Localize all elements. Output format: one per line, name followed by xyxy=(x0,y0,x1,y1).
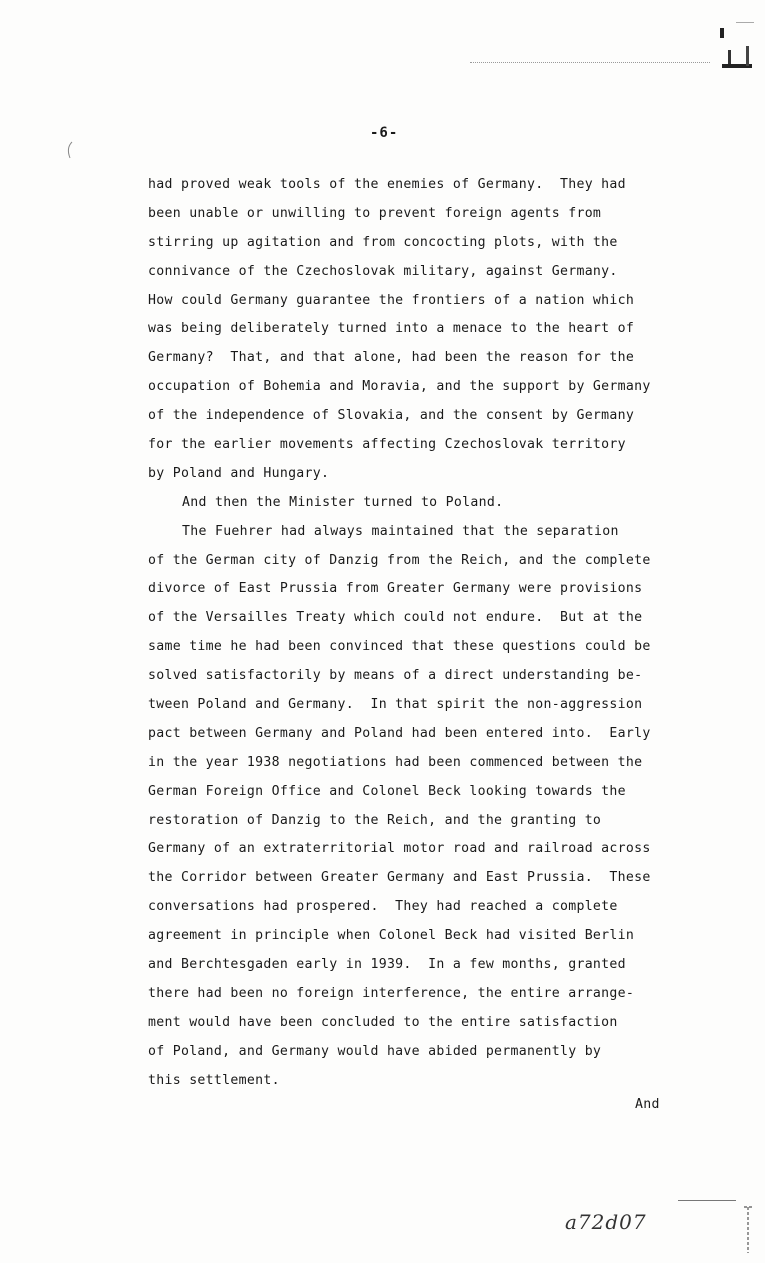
text-line: of the independence of Slovakia, and the consent by Germany xyxy=(148,408,635,424)
text-line: Germany of an extraterritorial motor road and railroad across xyxy=(148,841,651,857)
text-line: agreement in principle when Colonel Beck had visited Berlin xyxy=(148,928,635,944)
text-line: occupation of Bohemia and Moravia, and the support by Germany xyxy=(148,379,651,395)
text-line: of the German city of Danzig from the Reich, and the complete xyxy=(148,552,651,568)
document-code: a72d07 xyxy=(565,1210,647,1234)
corner-binding-mark-icon xyxy=(718,20,758,72)
margin-mark-icon xyxy=(60,140,80,160)
text-line: German Foreign Office and Colonel Beck looking towards the xyxy=(148,783,626,799)
text-line: same time he had been convinced that these questions could be xyxy=(148,639,651,655)
text-line: in the year 1938 negotiations had been commenced between the xyxy=(148,754,643,770)
text-line: and Berchtesgaden early in 1939. In a few months, granted xyxy=(148,957,626,973)
text-line: for the earlier movements affecting Czechoslovak territory xyxy=(148,437,626,453)
text-line: divorce of East Prussia from Greater Germany were provisions xyxy=(148,581,643,597)
text-line: pact between Germany and Poland had been entered into. Early xyxy=(148,725,651,741)
bottom-divider xyxy=(678,1200,736,1202)
text-line: ment would have been concluded to the entire satisfaction xyxy=(148,1014,618,1030)
text-line: The Fuehrer had always maintained that the separation xyxy=(182,523,619,539)
text-line: conversations had prospered. They had reached a complete xyxy=(148,899,618,915)
text-line: of Poland, and Germany would have abided permanently by xyxy=(148,1043,602,1059)
page-number: -6- xyxy=(370,125,399,141)
text-line: been unable or unwilling to prevent foreign agents from xyxy=(148,205,602,221)
text-line: this settlement. xyxy=(148,1072,280,1088)
text-line: Germany? That, and that alone, had been the reason for the xyxy=(148,350,635,366)
text-line: tween Poland and Germany. In that spirit the non-aggression xyxy=(148,697,643,713)
text-line: How could Germany guarantee the frontiers of a nation which xyxy=(148,292,635,308)
text-line: there had been no foreign interference, the entire arrange- xyxy=(148,985,635,1001)
text-line: And then the Minister turned to Poland. xyxy=(182,494,504,510)
text-line: solved satisfactorily by means of a direct understanding be- xyxy=(148,668,643,684)
top-divider xyxy=(470,62,710,64)
text-line: the Corridor between Greater Germany and East Prussia. These xyxy=(148,870,651,886)
catchword: And xyxy=(635,1097,660,1112)
text-line: was being deliberately turned into a menace to the heart of xyxy=(148,321,635,337)
edge-mark-icon xyxy=(742,1205,754,1255)
body-text xyxy=(148,171,738,1096)
text-line: connivance of the Czechoslovak military, against Germany. xyxy=(148,263,618,279)
text-line: by Poland and Hungary. xyxy=(148,465,330,481)
text-line: had proved weak tools of the enemies of Germany. They had xyxy=(148,177,626,192)
text-line: stirring up agitation and from concocting plots, with the xyxy=(148,234,618,250)
text-line: of the Versailles Treaty which could not endure. But at the xyxy=(148,610,643,626)
text-line: restoration of Danzig to the Reich, and the granting to xyxy=(148,812,602,828)
